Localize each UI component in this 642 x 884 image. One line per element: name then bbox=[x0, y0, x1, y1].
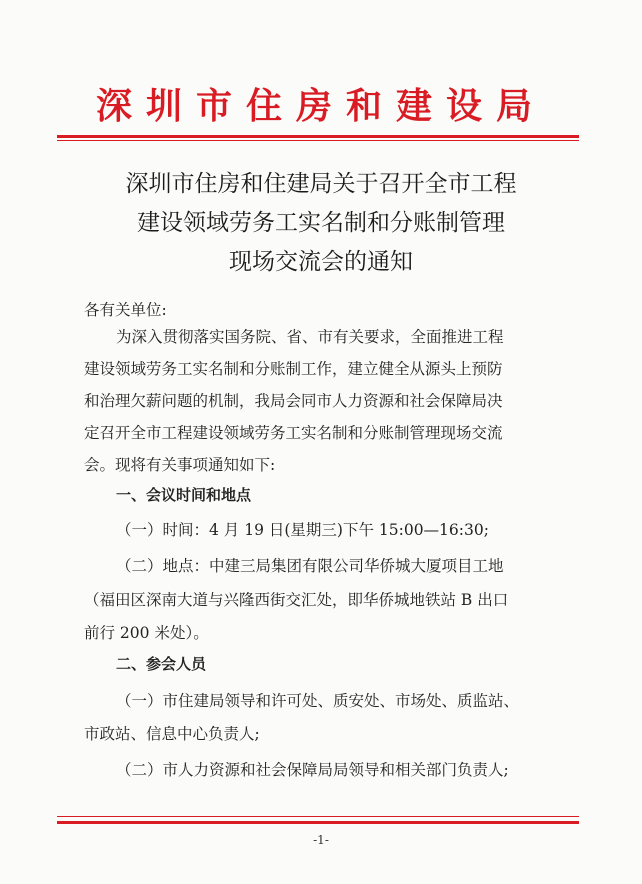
title-line-1: 深圳市住房和住建局关于召开全市工程 bbox=[125, 171, 517, 197]
page-number: -1- bbox=[313, 833, 329, 847]
intro-line: 定召开全市工程建设领域劳务工实名制和分账制管理现场交流 bbox=[84, 424, 503, 442]
meeting-place-line: （福田区深南大道与兴隆西街交汇处，即华侨城地铁站 B 出口 bbox=[84, 591, 509, 609]
footer-rule-thin bbox=[57, 816, 579, 817]
attendee-line: 市政站、信息中心负责人; bbox=[84, 725, 260, 743]
meeting-time: （一）时间：4 月 19 日(星期三)下午 15:00—16:30; bbox=[116, 521, 489, 539]
intro-line: 会。现将有关事项通知如下: bbox=[84, 456, 276, 474]
section-heading: 二、参会人员 bbox=[116, 655, 207, 673]
footer-rule-thick bbox=[57, 821, 579, 824]
attendee-line: （二）市人力资源和社会保障局局领导和相关部门负责人; bbox=[116, 761, 509, 779]
title-line-3: 现场交流会的通知 bbox=[229, 249, 413, 275]
title-line-2: 建设领域劳务工实名制和分账制管理 bbox=[137, 210, 505, 236]
letterhead-title: 深圳市住房和建设局 bbox=[95, 85, 546, 127]
section-heading: 一、会议时间和地点 bbox=[116, 486, 252, 504]
salutation: 各有关单位: bbox=[84, 301, 167, 319]
intro-line: 建设领域劳务工实名制和分账制工作，建立健全从源头上预防 bbox=[84, 360, 503, 378]
intro-line: 和治理欠薪问题的机制，我局会同市人力资源和社会保障局决 bbox=[84, 392, 503, 410]
meeting-place-line: 前行 200 米处）。 bbox=[84, 624, 209, 642]
meeting-place-line: （二）地点：中建三局集团有限公司华侨城大厦项目工地 bbox=[116, 557, 504, 575]
attendee-line: （一）市住建局领导和许可处、质安处、市场处、质监站、 bbox=[116, 692, 520, 710]
intro-line: 为深入贯彻落实国务院、省、市有关要求，全面推进工程 bbox=[116, 328, 504, 346]
